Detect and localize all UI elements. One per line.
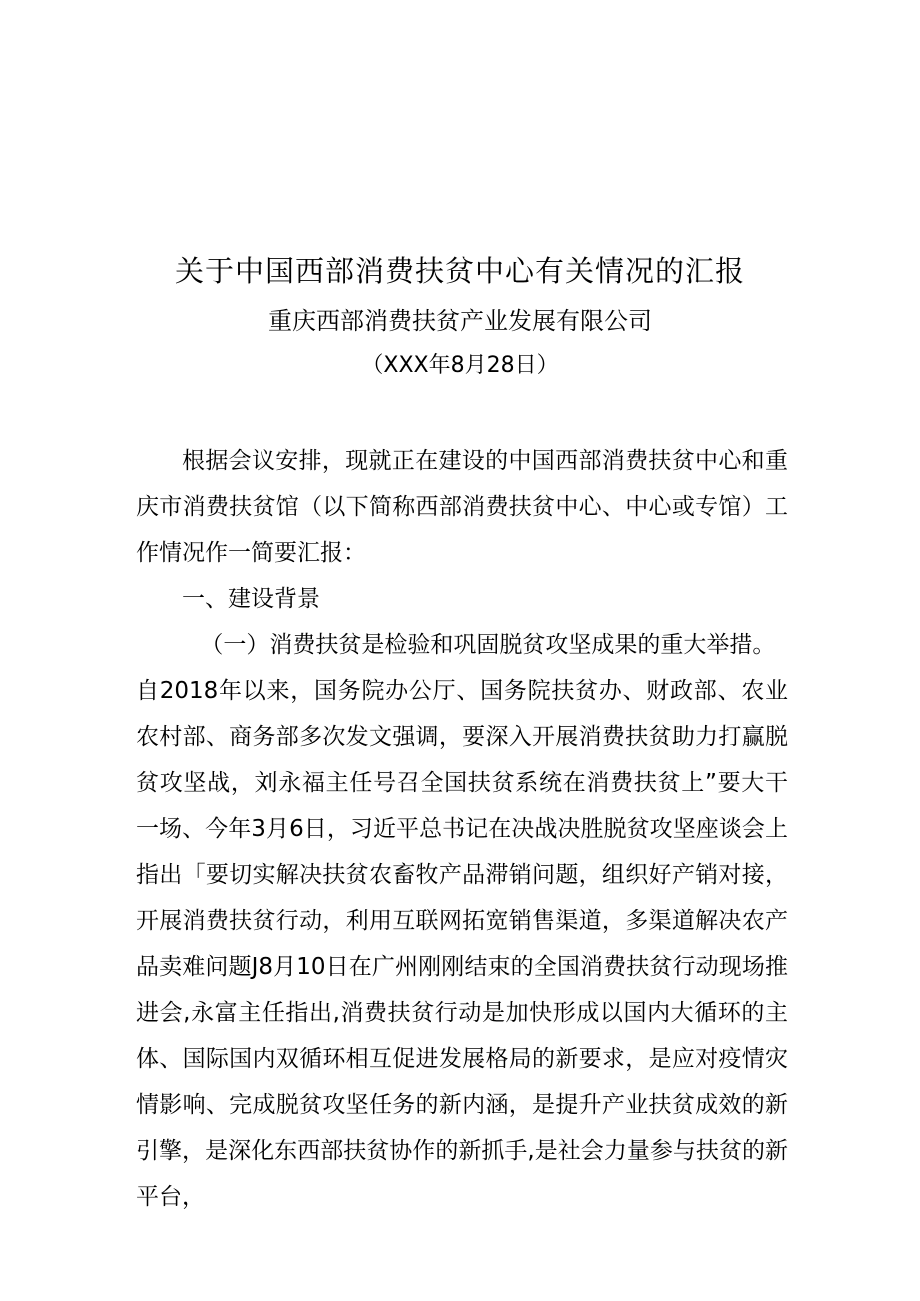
subsection-heading: （一）消费扶贫是检验和巩固脱贫攻坚成果的重大举措。 bbox=[200, 632, 776, 658]
report-date: （XXX年8月28日） bbox=[361, 353, 559, 378]
document-body bbox=[136, 438, 788, 1220]
intro-paragraph: 根据会议安排，现就正在建设的中国西部消费扶贫中心和重庆市消费扶贫馆（以下简称西部消费扶贫中心、中心或专馆）工作情况作一简要汇报： bbox=[136, 448, 788, 566]
document-title: 关于中国西部消费扶贫中心有关情况的汇报 bbox=[174, 254, 745, 288]
body-paragraph: 自2018年以来，国务院办公厅、国务院扶贫办、财政部、农业农村部、商务部多次发文强调，要深入开展消费扶贫助力打赢脱贫攻坚战，刘永福主任号召全国扶贫系统在消费扶贫上”要大干一场、今年3月6日，习近平总书记在决战决胜脱贫攻坚座谈会上指出「要切实解决扶贫农畜牧产品滞销问题，组织好产销对接，开展消费扶贫行动，利用互联网拓宽销售渠道，多渠道解决农产品卖难问题J8月10日在广州刚刚结束的全国消费扶贫行动现场推进会,永富主任指出,消费扶贫行动是加快形成以国内大循环的主体、国际国内双循环相互促进发展格局的新要求，是应对疫情灾情影响、完成脱贫攻坚任务的新内涵，是提升产业扶贫成效的新引擎，是深化东西部扶贫协作的新抓手,是社会力量参与扶贫的新平台， bbox=[136, 678, 788, 1210]
organization-name: 重庆西部消费扶贫产业发展有限公司 bbox=[268, 307, 652, 335]
section-heading: 一、建设背景 bbox=[182, 586, 320, 612]
